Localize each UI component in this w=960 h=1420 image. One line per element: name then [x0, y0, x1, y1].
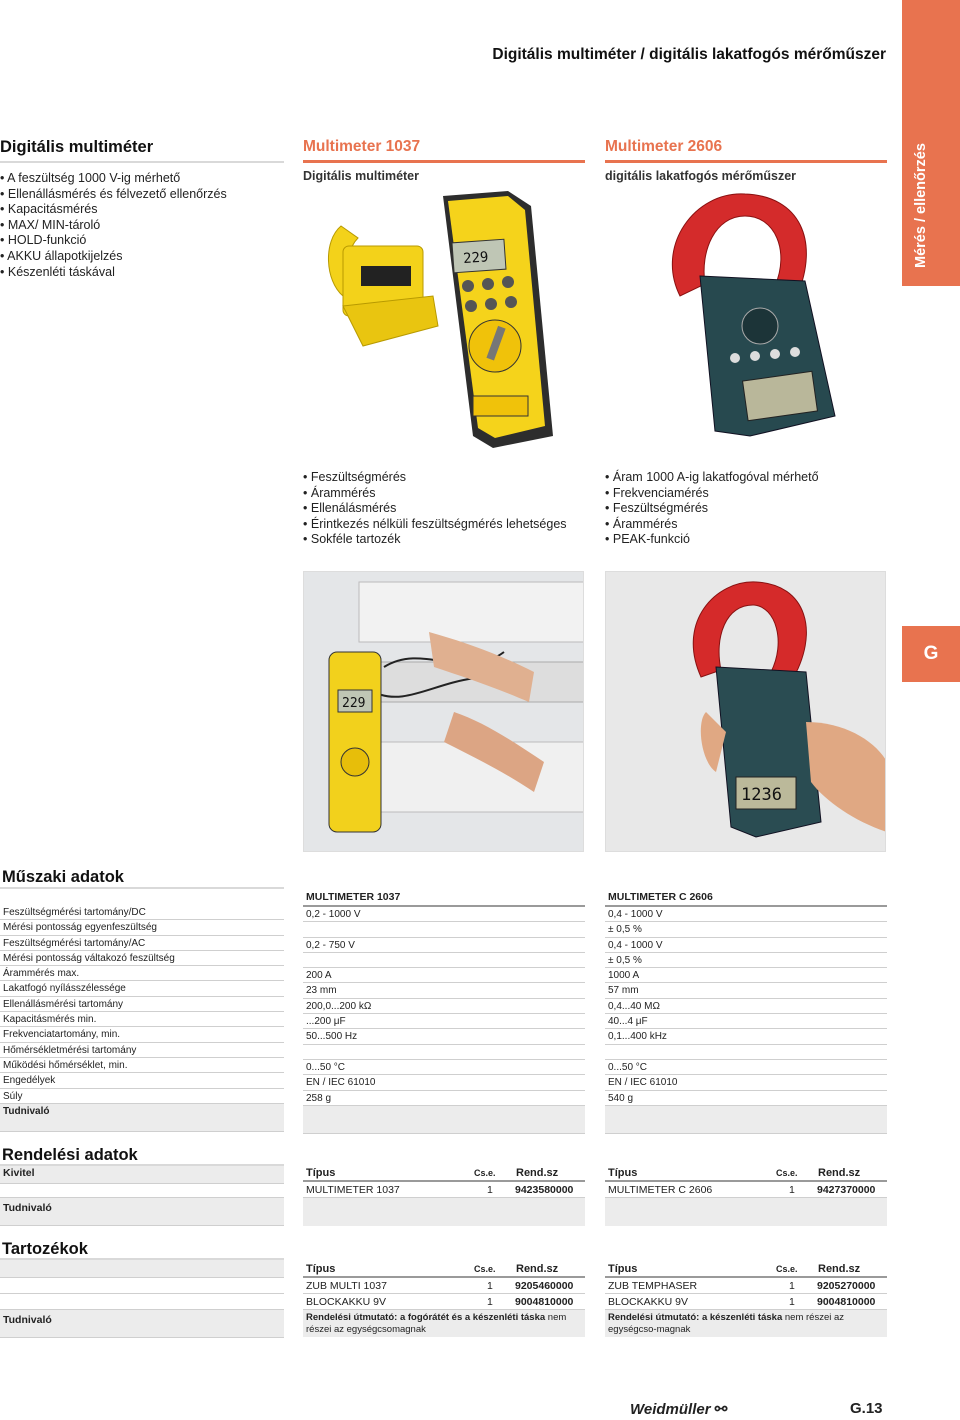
order-number: 9427370000: [817, 1183, 876, 1196]
tech-value: ± 0,5 %: [605, 953, 887, 968]
accessories-row: [303, 1278, 585, 1294]
intro-bullet: • A feszültség 1000 V-ig mérhető: [0, 171, 284, 187]
tech-label: Hőmérsékletmérési tartomány: [0, 1043, 284, 1058]
side-category-tab: [902, 0, 960, 286]
order-type: MULTIMETER 1037: [306, 1183, 400, 1196]
tech-note-cell: [605, 1106, 887, 1134]
accessories-header-type: Típus: [608, 1263, 638, 1275]
accessories-spacer: [0, 1278, 284, 1294]
brand-mark-icon: ⚯: [714, 1401, 728, 1418]
intro-block: [0, 138, 284, 280]
intro-bullet: • MAX/ MIN-tároló: [0, 218, 284, 234]
svg-text:1236: 1236: [741, 785, 782, 805]
tech-value: 0,4 - 1000 V: [605, 907, 887, 922]
accessories-note-text: nem részei az egységcso-magnak: [608, 1312, 845, 1335]
accessories-table-2606: [605, 1262, 887, 1337]
tech-label: Frekvenciatartomány, min.: [0, 1027, 284, 1042]
tech-label: Feszültségmérési tartomány/DC: [0, 905, 284, 920]
tech-value: 0,1...400 kHz: [605, 1029, 887, 1044]
order-header-qty: Cs.e.: [474, 1168, 496, 1178]
tech-value: 200,0...200 kΩ: [303, 999, 585, 1014]
tech-value: ...200 μF: [303, 1014, 585, 1029]
product-1037-bullets: [303, 470, 588, 548]
tech-value: 23 mm: [303, 983, 585, 998]
accessories-note-label: Tudnivaló: [0, 1310, 284, 1338]
product-1037-bullet: • Ellenálásmérés: [303, 501, 588, 517]
product-1037-bullet: • Feszültségmérés: [303, 470, 588, 486]
product-1037-bullet: • Árammérés: [303, 486, 588, 502]
product-2606-bullet: • PEAK-funkció: [605, 532, 890, 548]
accessories-header-qty: Cs.e.: [776, 1264, 798, 1274]
tech-value: 258 g: [303, 1091, 585, 1106]
tech-value: 0,2 - 1000 V: [303, 907, 585, 922]
intro-bullets: [0, 171, 284, 280]
accessories-number: 9205270000: [817, 1279, 876, 1292]
order-qty: 1: [789, 1183, 795, 1196]
order-row: [303, 1182, 585, 1198]
tech-value: 0,2 - 750 V: [303, 938, 585, 953]
accessories-section-title: Tartozékok: [2, 1240, 88, 1258]
tech-section-title: Műszaki adatok: [2, 868, 124, 886]
tech-title-rule: [0, 887, 284, 889]
accessories-header-type: Típus: [306, 1263, 336, 1275]
tech-label: Ellenállásmérési tartomány: [0, 997, 284, 1012]
order-label-note: Tudnivaló: [0, 1198, 284, 1226]
intro-bullet: • Készenléti táskával: [0, 265, 284, 281]
tech-value: [303, 1045, 585, 1060]
order-spacer: [0, 1184, 284, 1198]
tech-label: Mérési pontosság egyenfeszültség: [0, 920, 284, 935]
order-header-no: Rend.sz: [516, 1167, 559, 1179]
order-labels: [0, 1166, 284, 1226]
svg-text:229: 229: [342, 696, 366, 711]
product-1037-rule: [303, 160, 585, 163]
tech-value: 540 g: [605, 1091, 887, 1106]
brand-name: Weidmüller: [630, 1401, 711, 1418]
accessories-qty: 1: [487, 1295, 493, 1308]
intro-bullet: • AKKU állapotkijelzés: [0, 249, 284, 265]
product-1037-title: Multimeter 1037: [303, 138, 421, 155]
tech-value: 0,4...40 MΩ: [605, 999, 887, 1014]
order-qty: 1: [487, 1183, 493, 1196]
svg-text:229: 229: [462, 249, 489, 268]
tech-label: Mérési pontosság váltakozó feszültség: [0, 951, 284, 966]
photo-2606-in-hand: [605, 571, 886, 852]
accessories-type: ZUB TEMPHASER: [608, 1279, 698, 1292]
product-2606-bullet: • Frekvenciamérés: [605, 486, 890, 502]
product-2606-header: [605, 138, 887, 183]
order-header: [605, 1166, 887, 1182]
tech-value: 57 mm: [605, 983, 887, 998]
tech-label: Lakatfogó nyílásszélessége: [0, 981, 284, 996]
order-header-type: Típus: [608, 1167, 638, 1179]
tech-column-1037: [303, 889, 585, 1134]
product-2606-subtitle: digitális lakatfogós mérőműszer: [605, 169, 797, 183]
order-table-2606: [605, 1166, 887, 1226]
accessories-number: 9004810000: [817, 1295, 876, 1308]
accessories-header: [605, 1262, 887, 1278]
order-number: 9423580000: [515, 1183, 574, 1196]
clamp-adapter-icon: [328, 226, 438, 346]
accessories-spacer: [0, 1260, 284, 1278]
page-header-title: Digitális multiméter / digitális lakatfogós mérőműszer: [492, 46, 886, 63]
order-note-cell: [605, 1198, 887, 1226]
tech-value: 0...50 °C: [303, 1060, 585, 1075]
tech-note-cell: [303, 1106, 585, 1134]
product-2606-title: Multimeter 2606: [605, 138, 723, 155]
product-2606-rule: [605, 160, 887, 163]
tech-value: 0...50 °C: [605, 1060, 887, 1075]
product-1037-header: [303, 138, 585, 183]
product-1037-bullet: • Sokféle tartozék: [303, 532, 588, 548]
accessories-number: 9205460000: [515, 1279, 574, 1292]
accessories-qty: 1: [789, 1295, 795, 1308]
tech-label: Kapacitásmérés min.: [0, 1012, 284, 1027]
accessories-qty: 1: [487, 1279, 493, 1292]
accessories-labels: [0, 1260, 284, 1338]
order-row: [605, 1182, 887, 1198]
tech-label: Működési hőmérséklet, min.: [0, 1058, 284, 1073]
accessories-table-1037: [303, 1262, 585, 1337]
accessories-header-no: Rend.sz: [516, 1263, 559, 1275]
accessories-type: BLOCKAKKU 9V: [306, 1295, 386, 1308]
accessories-header-no: Rend.sz: [818, 1263, 861, 1275]
intro-bullet: • Ellenállásmérés és félvezető ellenőrzés: [0, 187, 284, 203]
order-section-title: Rendelési adatok: [2, 1146, 138, 1164]
tech-value: 1000 A: [605, 968, 887, 983]
product-2606-bullet: • Árammérés: [605, 517, 890, 533]
tech-labels: [0, 905, 284, 1132]
tech-column-header: MULTIMETER 1037: [303, 889, 585, 907]
order-header-qty: Cs.e.: [776, 1168, 798, 1178]
tech-value: EN / IEC 61010: [303, 1075, 585, 1090]
accessories-order-note: [303, 1310, 585, 1337]
accessories-type: BLOCKAKKU 9V: [608, 1295, 688, 1308]
order-header: [303, 1166, 585, 1182]
tech-value: 0,4 - 1000 V: [605, 938, 887, 953]
accessories-row: [605, 1278, 887, 1294]
multimeter-1037-image: [303, 186, 585, 458]
section-tab-g: G: [902, 626, 960, 682]
accessories-row: [303, 1294, 585, 1310]
accessories-order-note: [605, 1310, 887, 1337]
tech-label: Engedélyek: [0, 1073, 284, 1088]
side-category-label: Mérés / ellenőrzés: [913, 143, 929, 268]
accessories-row: [605, 1294, 887, 1310]
tech-label: Súly: [0, 1089, 284, 1104]
weidmuller-logo: [630, 1400, 727, 1418]
tech-note-label: Tudnivaló: [0, 1104, 284, 1132]
product-1037-bullet: • Érintkezés nélküli feszültségmérés lehetséges: [303, 517, 588, 533]
product-2606-bullets: [605, 470, 890, 548]
photo-1037-in-use: [303, 571, 584, 852]
multimeter-body-icon: [443, 191, 553, 448]
tech-value: [605, 1045, 887, 1060]
tech-column-2606: [605, 889, 887, 1134]
product-1037-subtitle: Digitális multiméter: [303, 169, 419, 183]
tech-value: ± 0,5 %: [605, 922, 887, 937]
order-header-no: Rend.sz: [818, 1167, 861, 1179]
accessories-qty: 1: [789, 1279, 795, 1292]
multimeter-2606-image: [605, 186, 887, 458]
accessories-spacer: [0, 1294, 284, 1310]
tech-value: 40...4 μF: [605, 1014, 887, 1029]
page-number: G.13: [850, 1400, 883, 1417]
order-header-type: Típus: [306, 1167, 336, 1179]
order-table-1037: [303, 1166, 585, 1226]
accessories-note-bold: Rendelési útmutató: a fogórátét és a készenléti táska: [306, 1312, 546, 1323]
product-2606-bullet: • Feszültségmérés: [605, 501, 890, 517]
accessories-header: [303, 1262, 585, 1278]
intro-title: Digitális multiméter: [0, 138, 154, 156]
tech-value: 200 A: [303, 968, 585, 983]
accessories-note-text: nem részei az egységcsomagnak: [306, 1312, 567, 1335]
tech-value: [303, 953, 585, 968]
product-2606-bullet: • Áram 1000 A-ig lakatfogóval mérhető: [605, 470, 890, 486]
tech-value: 50...500 Hz: [303, 1029, 585, 1044]
tech-value: EN / IEC 61010: [605, 1075, 887, 1090]
order-note-cell: [303, 1198, 585, 1226]
order-type: MULTIMETER C 2606: [608, 1183, 713, 1196]
accessories-type: ZUB MULTI 1037: [306, 1279, 387, 1292]
accessories-header-qty: Cs.e.: [474, 1264, 496, 1274]
tech-column-header: MULTIMETER C 2606: [605, 889, 887, 907]
intro-bullet: • HOLD-funkció: [0, 233, 284, 249]
tech-label: Árammérés max.: [0, 966, 284, 981]
tech-value: [303, 922, 585, 937]
order-label-kivitel: Kivitel: [0, 1166, 284, 1184]
intro-bullet: • Kapacitásmérés: [0, 202, 284, 218]
tech-label: Feszültségmérési tartomány/AC: [0, 936, 284, 951]
accessories-note-bold: Rendelési útmutató: a készenléti táska: [608, 1312, 783, 1323]
intro-rule: [0, 161, 284, 163]
accessories-number: 9004810000: [515, 1295, 574, 1308]
